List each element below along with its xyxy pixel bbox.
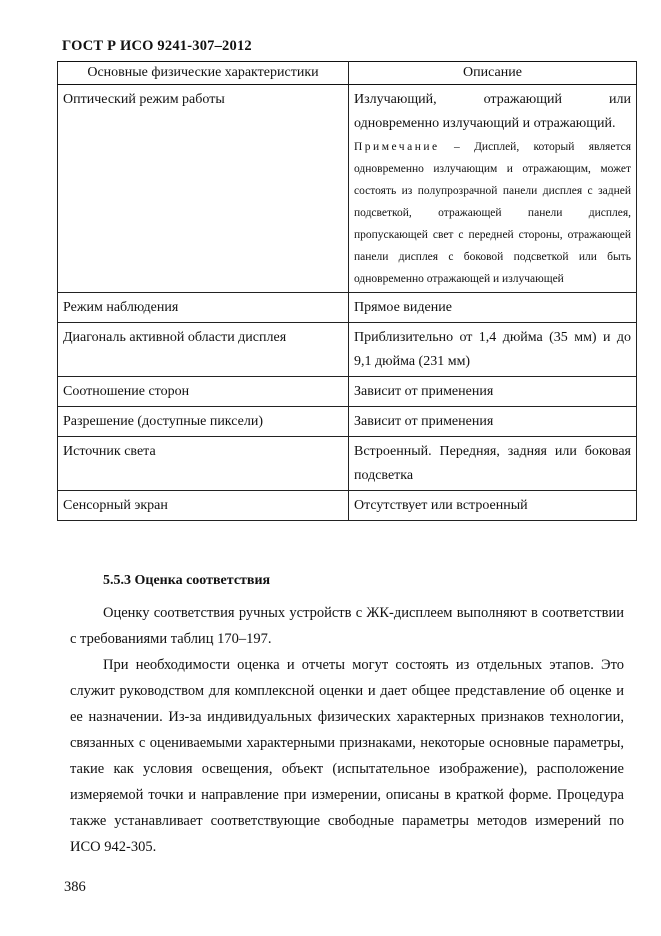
row-value: Прямое видение — [349, 293, 637, 323]
table-row — [58, 437, 637, 491]
section-heading: 5.5.3 Оценка соответствия — [103, 573, 271, 588]
row-label: Диагональ активной области дисплея — [58, 323, 349, 377]
row-label: Оптический режим работы — [58, 85, 349, 293]
table-row — [58, 293, 637, 323]
page-number: 386 — [64, 879, 86, 895]
paragraph: Оценку соответствия ручных устройств с ЖК-дисплеем выполняют в соответствии с требованиями таблиц 170–197. — [70, 605, 624, 647]
row-value — [349, 85, 637, 293]
row-value: Зависит от применения — [349, 377, 637, 407]
row-value: Встроенный. Передняя, задняя или боковая подсветка — [349, 437, 637, 491]
table-row — [58, 491, 637, 521]
characteristics-table — [57, 61, 637, 521]
row-label: Сенсорный экран — [58, 491, 349, 521]
table-note — [354, 136, 631, 290]
table-row — [58, 85, 637, 293]
paragraph: При необходимости оценка и отчеты могут состоять из отдельных этапов. Это служит руководством для комплексной оценки и дает общее представление об оценке и ее назначении. Из-за индивидуальных физических характерных признаков технологии, связанных с оцениваемыми характерными признаками, некоторые основные параметры, такие как условия освещения, объект (испытательное изображение), расположение измеряемой точки и направление при измерении, описаны в краткой форме. Процедура также устанавливает соответствующие свободные параметры методов измерений по ИСО 942-305. — [70, 657, 624, 855]
row-label: Разрешение (доступные пиксели) — [58, 407, 349, 437]
document-header: ГОСТ Р ИСО 9241-307–2012 — [62, 38, 252, 54]
note-label: Примечание — [354, 141, 440, 153]
table-row — [58, 323, 637, 377]
table-row — [58, 377, 637, 407]
table-row — [58, 407, 637, 437]
row-value: Отсутствует или встроенный — [349, 491, 637, 521]
table-header-row — [58, 62, 637, 85]
note-text: – Дисплей, который является одновременно излучающим и отражающим, может состоять из полупрозрачной панели дисплея с задней подсветкой, отражающей панели дисплея, пропускающей свет с передней стороны, отражающей панели дисплея с боковой подсветкой или быть одновременно отражающей и излучающей — [354, 141, 632, 285]
row-label: Режим наблюдения — [58, 293, 349, 323]
row-label: Соотношение сторон — [58, 377, 349, 407]
row-value: Зависит от применения — [349, 407, 637, 437]
row-value-text: Излучающий, отражающий или одновременно излучающий и отражающий. — [354, 92, 631, 131]
row-label: Источник света — [58, 437, 349, 491]
column-header-description: Описание — [349, 62, 637, 85]
row-value: Приблизительно от 1,4 дюйма (35 мм) и до 9,1 дюйма (231 мм) — [349, 323, 637, 377]
column-header-characteristics: Основные физические характеристики — [58, 62, 349, 85]
